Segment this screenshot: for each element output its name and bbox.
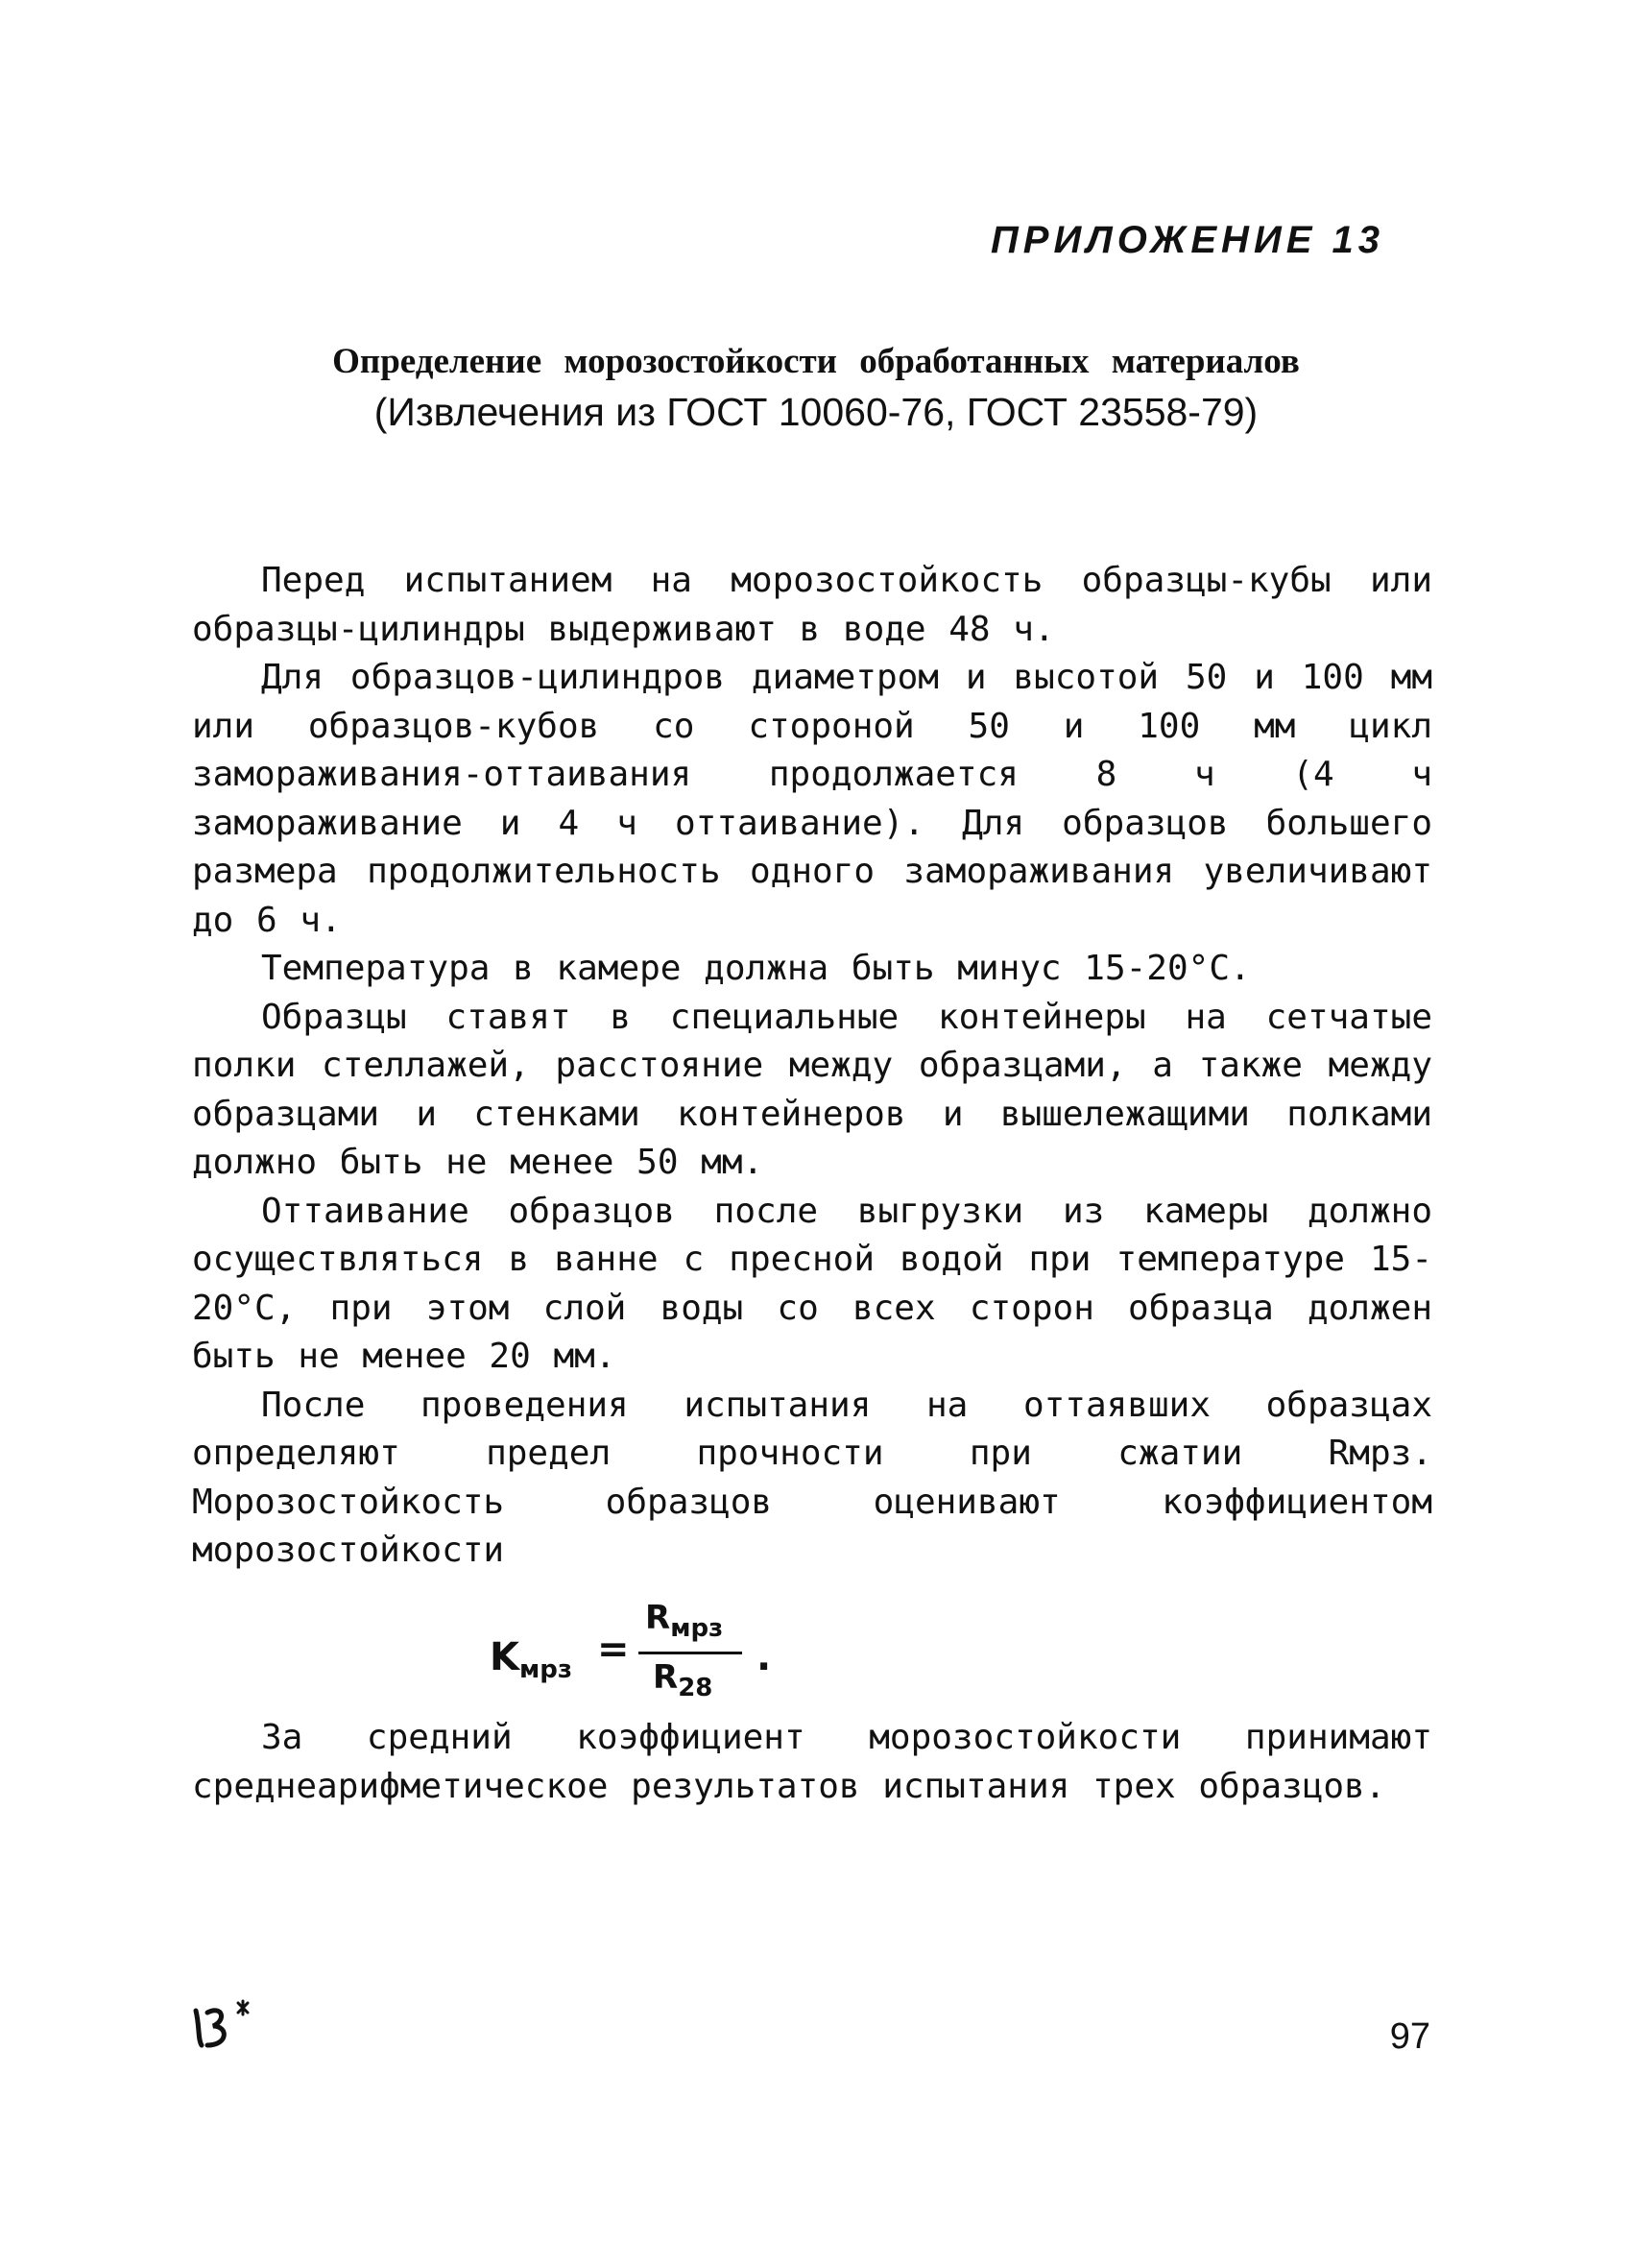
appendix-label: ПРИЛОЖЕНИЕ 13 (991, 219, 1384, 261)
formula-numerator-subscript: мрз (670, 1614, 724, 1643)
paragraph: Образцы ставят в специальные контейнеры на сетчатые полки стеллажей, расстояние между образцами, а также между образцами и стенками контейнеров и вышележащими полками должно быть не менее 50 мм. (192, 997, 1432, 1182)
paragraph: Для образцов-цилиндров диаметром и высотой 50 и 100 мм или образцов-кубов со стороной 50 и 100 мм цикл замораживания-оттаивания продолжается 8 ч (4 ч замораживание и 4 ч оттаивание). Для образцов большего размера продолжительность одного замораживания увеличивают до 6 ч. (192, 658, 1432, 940)
paragraph: Оттаивание образцов после выгрузки из камеры должно осуществляться в ванне с пресной водой при температуре 15-20°С, при этом слой воды со всех сторон образца должен быть не менее 20 мм. (192, 1191, 1432, 1376)
formula-denominator-subscript: 28 (678, 1674, 713, 1702)
handwritten-mark (190, 1997, 257, 2055)
formula-denominator-base: R (653, 1658, 679, 1697)
formula-lhs (490, 1635, 572, 1684)
closing-paragraph: За средний коэффициент морозостойкости принимают среднеарифметическое результатов испытания трех образцов. (192, 1718, 1432, 1806)
title-block (192, 341, 1440, 435)
paragraph: Перед испытанием на морозостойкость образцы-кубы или образцы-цилиндры выдерживают в воде 48 ч. (192, 561, 1432, 649)
formula-denominator (653, 1658, 712, 1702)
formula-lhs-base: K (490, 1635, 519, 1679)
frost-resistance-formula (490, 1599, 797, 1714)
body-text (192, 557, 1432, 1576)
fraction-bar (638, 1652, 742, 1654)
closing-text (192, 1714, 1432, 1811)
formula-numerator (645, 1599, 723, 1643)
document-subtitle: (Извлечения из ГОСТ 10060-76, ГОСТ 23558-79) (373, 390, 1259, 434)
formula-numerator-base: R (645, 1599, 671, 1637)
formula-end-dot: . (756, 1635, 772, 1679)
formula-equals: = (597, 1628, 630, 1672)
paragraph: После проведения испытания на оттаявших образцах определяют предел прочности при сжатии Rмрз. Морозостойкость образцов оценивают коэффициентом морозостойкости (192, 1385, 1432, 1570)
page-number: 97 (1389, 2016, 1430, 2057)
document-title: Определение морозостойкости обработанных материалов (332, 342, 1300, 381)
paragraph: Температура в камере должна быть минус 15-20°С. (261, 949, 1251, 988)
formula-lhs-subscript: мрз (519, 1655, 572, 1684)
